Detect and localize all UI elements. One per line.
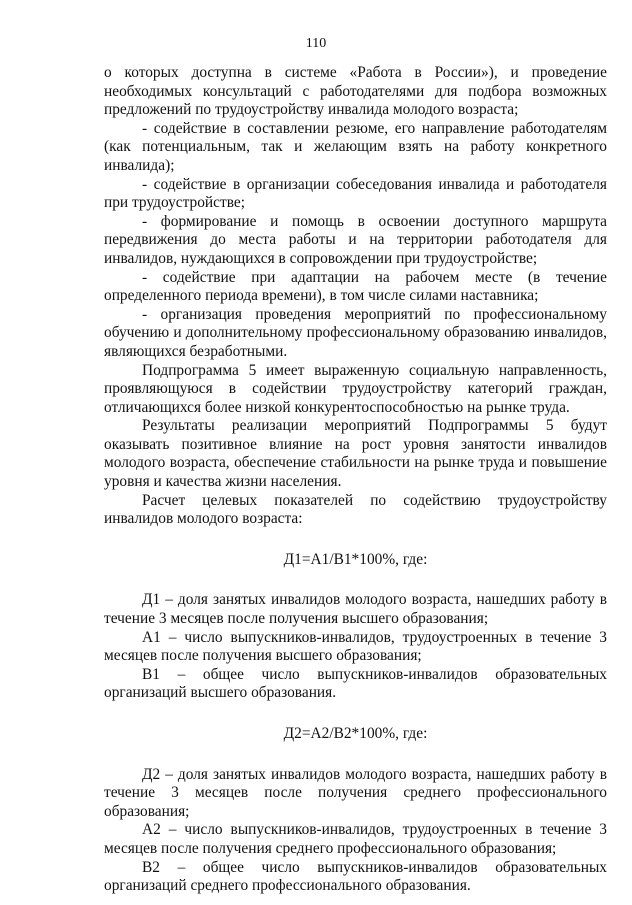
list-item-adaptation: - содействие при адаптации на рабочем месте (в течение определенного периода времени), в том числе силами наставника; [104,268,607,305]
paragraph-results: Результаты реализации мероприятий Подпрограммы 5 будут оказывать позитивное влияние на рост уровня занятости инвалидов молодого возраста, обеспечение стабильности на рынке труда и повышение уровня и качества жизни населения. [104,417,607,491]
definition-d1: Д1 – доля занятых инвалидов молодого возраста, нашедших работу в течение 3 месяцев после получения высшего образования; [104,591,607,628]
paragraph-continuation: о которых доступна в системе «Работа в России»), и проведение необходимых консультаций с работодателями для подбора возможных предложений по трудоустройству инвалида молодого возраста; [104,64,607,119]
definition-b2: В2 – общее число выпускников-инвалидов образовательных организаций среднего профессионального образования. [104,858,607,895]
formula-d1: Д1=А1/В1*100%, где: [283,550,428,568]
list-item-resume: - содействие в составлении резюме, его направление работодателям (как потенциальным, так и желающим взять на работу конкретного инвалида); [104,119,607,174]
page-number: 110 [305,36,327,51]
definition-b1: В1 – общее число выпускников-инвалидов образовательных организаций высшего образования. [104,665,607,702]
document-body [104,64,607,896]
formula-d2: Д2=А2/В2*100%, где: [283,725,428,742]
paragraph-calculation: Расчет целевых показателей по содействию трудоустройству инвалидов молодого возраста: [104,491,607,528]
paragraph-subprogram: Подпрограмма 5 имеет выраженную социальную направленность, проявляющуюся в содействии трудоустройству категорий граждан, отличающихся более низкой конкурентоспособностью на рынке труда. [104,361,607,416]
definition-a1: А1 – число выпускников-инвалидов, трудоустроенных в течение 3 месяцев после получения высшего образования; [104,628,607,665]
list-item-training: - организация проведения мероприятий по профессиональному обучению и дополнительному профессиональному образованию инвалидов, являющихся безработными. [104,305,607,360]
list-item-interview: - содействие в организации собеседования инвалида и работодателя при трудоустройстве; [104,175,607,212]
definition-a2: А2 – число выпускников-инвалидов, трудоустроенных в течение 3 месяцев после получения среднего профессионального образования; [104,821,607,857]
definition-d2: Д2 – доля занятых инвалидов молодого возраста, нашедших работу в течение 3 месяцев после получения среднего профессионального образования; [104,765,607,820]
list-item-route: - формирование и помощь в освоении доступного маршрута передвижения до места работы и на территории работодателя для инвалидов, нуждающихся в сопровождении при трудоустройстве; [104,212,607,267]
